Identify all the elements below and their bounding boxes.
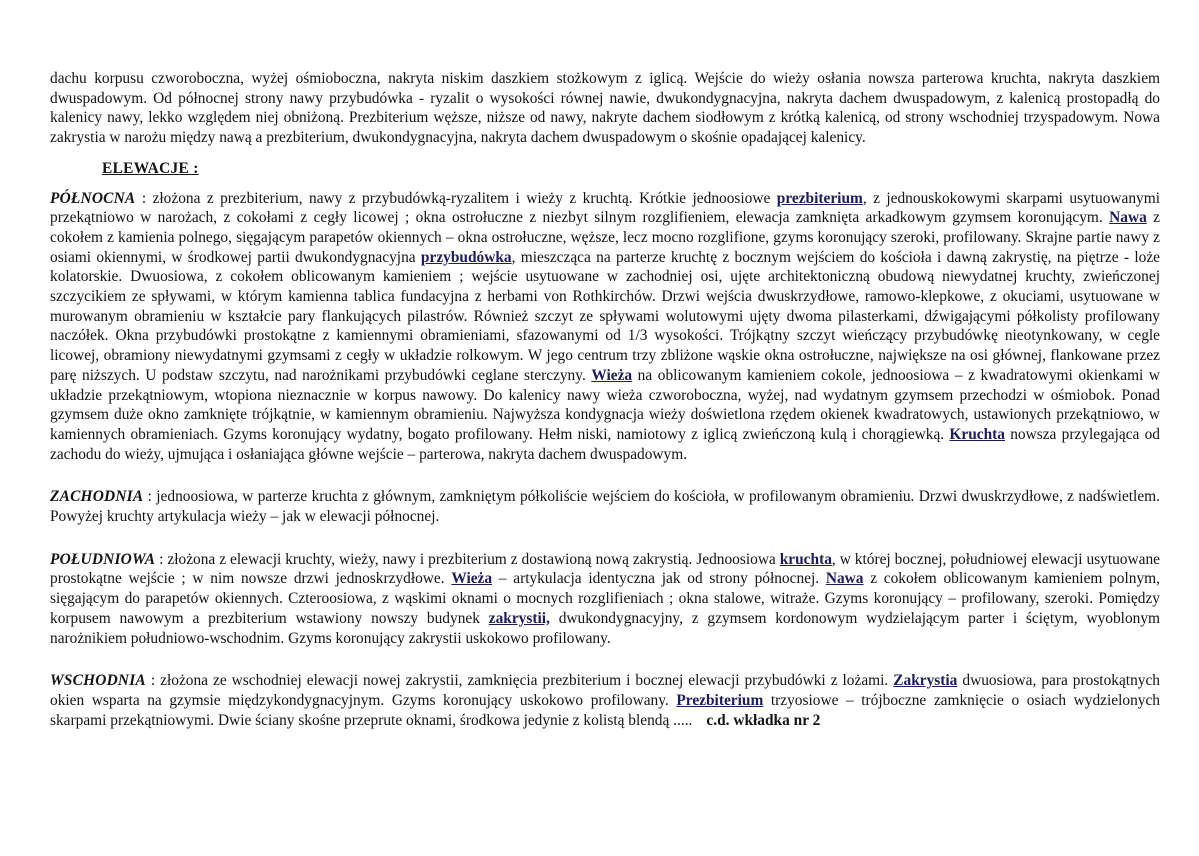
- wschodnia-sep: :: [145, 672, 161, 690]
- keyword-kruchta: kruchta: [779, 550, 832, 568]
- keyword-nawa: Nawa: [825, 570, 864, 588]
- intro-paragraph: [50, 69, 1160, 148]
- polnocna-sep: :: [135, 189, 153, 207]
- polnocna-title: PÓŁNOCNA: [50, 189, 136, 207]
- polnocna-text-6: nowsza przylegająca od zachodu do wieży, ujmująca i osłaniająca główne wejście – parterowa, nakryta dachem dwuspadowym.: [50, 425, 1160, 463]
- keyword-zakrystia: Zakrystia: [893, 672, 958, 690]
- section-heading: ELEWACJE :: [102, 159, 199, 177]
- zachodnia-title: ZACHODNIA: [50, 488, 144, 506]
- zachodnia-sep: :: [143, 488, 157, 506]
- polnocna-text-2: , z jednouskokowymi skarpami usytuowanymi przekątniowo w narożach, z cokołami z cegły licowej ; okna ostrołuczne z niezbyt silnym rozglifieniem, elewacja zamknięta arkadkowym gzymsem koronującym.: [50, 189, 1160, 227]
- zachodnia-text-1: jednoosiowa, w parterze kruchta z głównym, zamkniętym półkoliście wejściem do kościoła, w profilowanym obramieniu. Drzwi dwuskrzydłowe, z nadświetlem. Powyżej kruchty artykulacja wieży – jak w elewacji północnej.: [50, 488, 1160, 526]
- keyword-nawa: Nawa: [1109, 209, 1147, 227]
- polnocna-text-3: z cokołem z kamienia polnego, sięgającym parapetów okiennych – okna ostrołuczne, węższe, lecz mocno rozglifione, gzyms koronujący szeroki, profilowany. Skrajne partie nawy z osiami okiennymi, w środkowej partii dwukondygnacyjna: [50, 209, 1160, 266]
- continuation-note: c.d. wkładka nr 2: [706, 711, 821, 729]
- intro-text: dachu korpusu czworoboczna, wyżej ośmioboczna, nakryta niskim daszkiem stożkowym z iglicą. Wejście do wieży osłania nowsza parterowa kruchta, nakryta daszkiem dwuspadowym. Od północnej strony nawy przybudówka - ryzalit o wysokości równej nawie, dwukondygnacyjna, nakryta dachem dwuspadowym, z kalenicą prostopadłą do kalenicy nawy, lekko względem niej obniżoną. Prezbiterium węższe, niższe od nawy, nakryte dachem siodłowym z krótką kalenicą, od strony wschodniej trzyspadowym. Nowa zakrystia w narożu między nawą a prezbiterium, dwukondygnacyjna, nakryta dachem dwuspadowym o skośnie opadającej kalenicy.: [50, 70, 1160, 147]
- polnocna-text-5: na oblicowanym kamieniem cokole, jednoosiowa – z kwadratowymi okienkami w układzie przekątniowym, wtopiona nieznacznie w korpus nawowy. Do kalenicy nawy wieża czworoboczna, wyżej, nad wydatnym gzymsem przechodzi w ośmiobok. Ponad gzymsem duże okno zamknięte trójkątnie, w kamiennym obramieniu. Najwyższa kondygnacja wieży doświetlona rzędem okienek kwadratowych, ustawionych przekątniowo, w kamiennych obramieniach. Gzyms koronujący wydatny, bogato profilowany. Hełm niski, namiotowy z iglicą zwieńczoną kulą i chorągiewką.: [50, 366, 1160, 443]
- poludniowa-text-5: dwukondygnacyjny, z gzymsem kordonowym wydzielającym parter i ściętym, wyoblonym narożnikiem południowo-wschodnim. Gzyms koronujący zakrystii uskokowo profilowany.: [50, 609, 1160, 647]
- poludniowa-sep: :: [155, 550, 168, 568]
- keyword-wieza: Wieża: [591, 366, 633, 384]
- keyword-prezbiterium: prezbiterium: [776, 189, 863, 207]
- document-page: [50, 69, 1160, 730]
- poludniowa-text-4: z cokołem oblicowanym kamieniem polnym, sięgającym do parapetów okiennych. Czteroosiowa, z wąskimi oknami o mocnych rozglifieniach ; okna stalowe, witraże. Gzyms koronujący – profilowany, szeroki. Pomiędzy korpusem nawowym a prezbiterium wstawiony nowszy budynek: [50, 570, 1160, 627]
- keyword-wieza: Wieża: [451, 570, 493, 588]
- poludniowa-paragraph: [50, 550, 1160, 649]
- wschodnia-title: WSCHODNIA: [50, 672, 146, 690]
- poludniowa-text-1: złożona z elewacji kruchty, wieży, nawy i prezbiterium z dostawioną nową zakrystią. Jednoosiowa: [167, 550, 780, 568]
- wschodnia-text-2: dwuosiowa, para prostokątnych okien wsparta na gzymsie międzykondygnacyjnym. Gzyms koronujący uskokowo profilowany.: [50, 672, 1160, 709]
- polnocna-text-1: złożona z prezbiterium, nawy z przybudówką-ryzalitem i wieży z kruchtą. Krótkie jednoosiowe: [152, 189, 777, 207]
- keyword-przybudowka: przybudówka: [420, 248, 512, 266]
- wschodnia-text-1: złożona ze wschodniej elewacji nowej zakrystii, zamknięcia prezbiterium i bocznej elewacji przybudówki z lożami.: [160, 672, 894, 690]
- keyword-prezbiterium: Prezbiterium: [676, 691, 764, 709]
- wschodnia-text-3: trzyosiowe – trójboczne zamknięcie o osiach wydzielonych skarpami przekątniowymi. Dwie ściany skośne przeprute oknami, środkowa jedynie z kolistą blendą .....: [50, 691, 1160, 729]
- keyword-kruchta: Kruchta: [949, 425, 1005, 443]
- polnocna-paragraph: [50, 189, 1160, 465]
- poludniowa-text-3: – artykulacja identyczna jak od strony północnej.: [492, 570, 826, 588]
- wschodnia-paragraph: [50, 671, 1160, 730]
- polnocna-text-4: , mieszcząca na parterze kruchtę z bocznym wejściem do kościoła i dawną zakrystię, na piętrze - loże kolatorskie. Dwuosiowa, z cokołem oblicowanym kamieniem ; wejście usytuowane w zachodniej osi, ujęte architektoniczną obudową niewydatnej kruchty, zwieńczonej szczycikiem ze spływami, w którym kamienna tablica fundacyjna z herbami von Rothkirchów. Drzwi wejścia dwuskrzydłowe, ramowo-klepkowe, z okuciami, usytuowane w murowanym obramieniu w kształcie pary flankujących pilastrów. Również szczyt ze spływami wolutowymi ujęty dwoma pilasterkami, dźwigającymi półkolisty profilowany naczółek. Okna przybudówki prostokątne z kamiennymi obramieniami, sfazowanymi od 1/3 wysokości. Trójkątny szczyt wieńczący przybudówkę nieotynkowany, w cegle licowej, obramiony niewydatnymi gzymsami z cegły w układzie rolkowym. W jego centrum trzy zbliżone wąskie okna ostrołuczne, największe na osi głównej, flankowane przez parę niższych. U podstaw szczytu, nad narożnikami przybudówki ceglane sterczyny.: [50, 248, 1160, 384]
- poludniowa-title: POŁUDNIOWA: [50, 550, 156, 568]
- keyword-zakrystia: zakrystii,: [488, 609, 550, 627]
- zachodnia-paragraph: [50, 487, 1160, 526]
- poludniowa-text-2: , w której bocznej, południowej elewacji usytuowane prostokątne wejście ; w nim nowsze drzwi jednoskrzydłowe.: [50, 550, 1160, 588]
